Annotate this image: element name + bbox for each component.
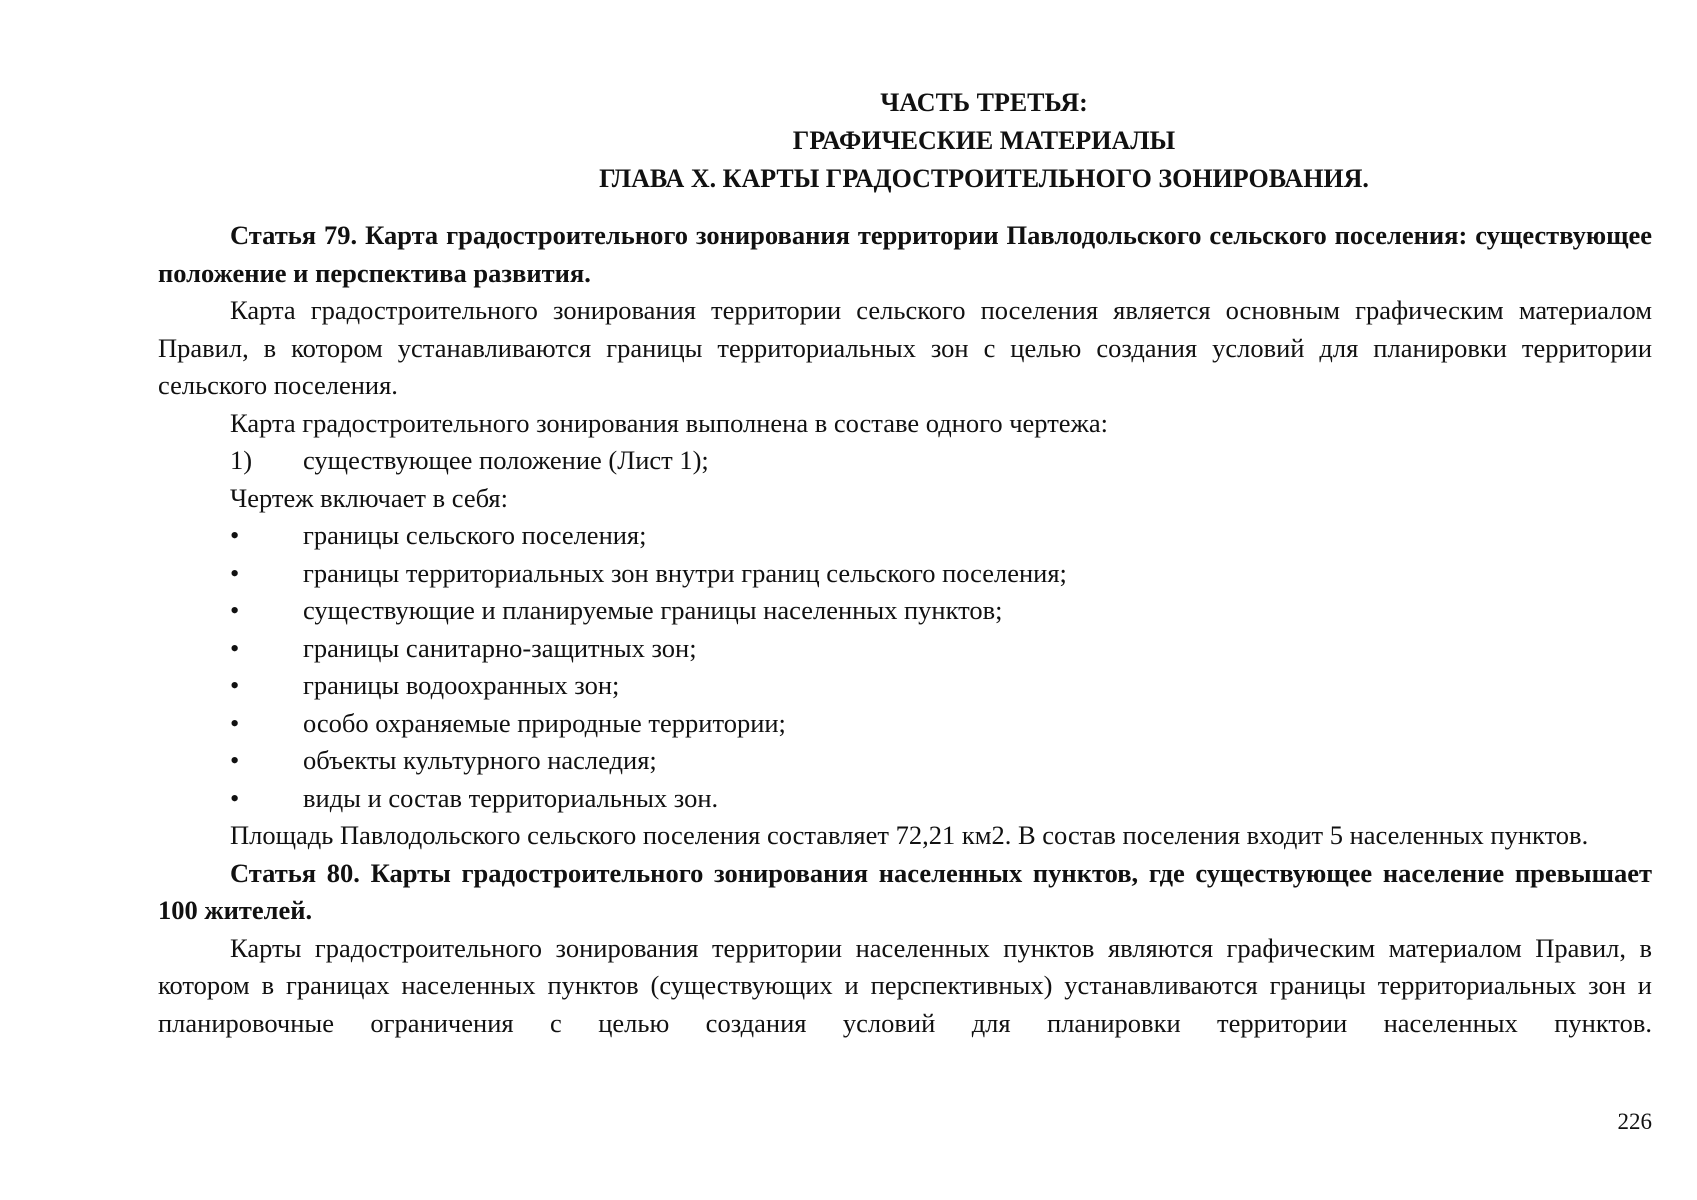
bullet-icon: • xyxy=(230,595,240,625)
section-title: ГРАФИЧЕСКИЕ МАТЕРИАЛЫ xyxy=(792,126,1176,155)
bullet-item xyxy=(158,742,1652,780)
bullet-icon: • xyxy=(230,782,240,813)
bullet-item xyxy=(158,630,1652,668)
includes-label: Чертеж включает в себя: xyxy=(230,482,508,513)
bullet-icon: • xyxy=(230,670,240,700)
bullet-item xyxy=(158,705,1652,743)
bullet-item-text: границы водоохранных зон; xyxy=(303,670,620,700)
bullet-item-text: особо охраняемые природные территории; xyxy=(303,707,786,738)
bullet-item xyxy=(158,780,1652,818)
part-title: ЧАСТЬ ТРЕТЬЯ: xyxy=(880,88,1088,117)
chapter-title: ГЛАВА X. КАРТЫ ГРАДОСТРОИТЕЛЬНОГО ЗОНИРОВАНИЯ. xyxy=(599,164,1369,193)
area-paragraph: Площадь Павлодольского сельского поселения составляет 72,21 км2. В состав поселения входит 5 населенных пунктов. xyxy=(230,820,1589,850)
bullet-item-text: границы территориальных зон внутри границ сельского поселения; xyxy=(303,557,1067,588)
bullet-item xyxy=(158,667,1652,705)
numbered-item xyxy=(158,442,1652,480)
list-number: 1) xyxy=(230,445,253,475)
page-heading xyxy=(158,84,1652,198)
bullet-icon: • xyxy=(230,557,240,588)
bullet-item xyxy=(158,592,1652,630)
bullet-item xyxy=(158,555,1652,593)
article-79-paragraph-1: Карта градостроительного зонирования территории сельского поселения является основным графическим материалом Правил, в котором устанавливаются границы территориальных зон с целью создания условий для планировки территории сельского поселения. xyxy=(158,295,1652,400)
bullet-item-text: объекты культурного наследия; xyxy=(303,745,657,775)
bullet-item-text: границы санитарно-защитных зон; xyxy=(303,632,697,663)
article-80-title: Статья 80. Карты градостроительного зонирования населенных пунктов, где существующее население превышает 100 жителей. xyxy=(158,857,1652,925)
bullet-icon: • xyxy=(230,632,240,663)
bullet-item-text: виды и состав территориальных зон. xyxy=(303,782,719,813)
article-79-title: Статья 79. Карта градостроительного зонирования территории Павлодольского сельского поселения: существующее положение и перспектива развития. xyxy=(158,220,1652,288)
bullet-item xyxy=(158,517,1652,555)
page-content xyxy=(158,84,1652,1042)
list-item-text: существующее положение (Лист 1); xyxy=(303,445,709,475)
page-number: 226 xyxy=(1617,1109,1652,1134)
bullet-icon: • xyxy=(230,520,240,550)
bullet-item-text: границы сельского поселения; xyxy=(303,520,647,550)
bullet-item-text: существующие и планируемые границы населенных пунктов; xyxy=(303,595,1003,625)
article-79-paragraph-2: Карта градостроительного зонирования выполнена в составе одного чертежа: xyxy=(230,407,1108,438)
bullet-icon: • xyxy=(230,745,240,775)
article-80-paragraph-1: Карты градостроительного зонирования территории населенных пунктов являются графическим материалом Правил, в котором в границах населенных пунктов (существующих и перспективных) устанавливаются границы территориальных зон и планировочные ограничения с целью создания условий для планировки территории населенных пунктов. xyxy=(158,932,1652,1038)
bullet-icon: • xyxy=(230,707,240,738)
